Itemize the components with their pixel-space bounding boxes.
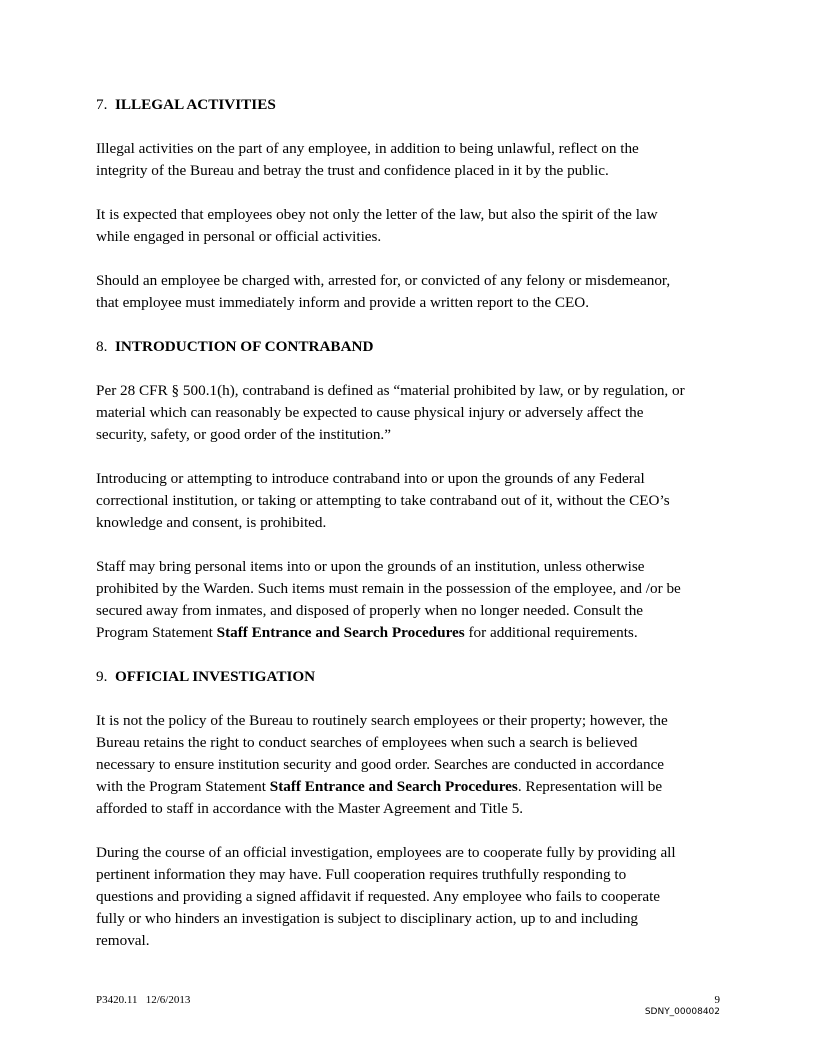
- section-title: INTRODUCTION OF CONTRABAND: [114, 338, 374, 355]
- section-title: ILLEGAL ACTIVITIES: [114, 96, 276, 113]
- text-line: It is expected that employees obey not only the letter of the law, but also the spirit of the law: [96, 206, 658, 223]
- program-statement-title: Staff Entrance and Search Procedures: [269, 778, 518, 795]
- text-line: Per 28 CFR § 500.1(h), contraband is defined as “material prohibited by law, or by regulation, or: [96, 382, 685, 399]
- text-line: Staff may bring personal items into or upon the grounds of an institution, unless otherwise: [96, 558, 645, 575]
- text-line: for additional requirements.: [464, 624, 638, 641]
- text-line: Program Statement: [96, 624, 217, 641]
- text-line: secured away from inmates, and disposed of properly when no longer needed. Consult the: [96, 602, 644, 619]
- document-page: [96, 94, 726, 952]
- text-line: material which can reasonably be expected to cause physical injury or adversely affect the: [96, 404, 644, 421]
- text-line: knowledge and consent, is prohibited.: [96, 514, 327, 531]
- text-line: prohibited by the Warden. Such items must remain in the possession of the employee, and /or be: [96, 580, 681, 597]
- text-line: afforded to staff in accordance with the Master Agreement and Title 5.: [96, 800, 524, 817]
- paragraph: [96, 556, 726, 644]
- text-line: It is not the policy of the Bureau to routinely search employees or their property; however, the: [96, 712, 668, 729]
- text-line: Bureau retains the right to conduct searches of employees when such a search is believed: [96, 734, 638, 751]
- text-line: removal.: [96, 932, 150, 949]
- text-line: necessary to ensure institution security and good order. Searches are conducted in accordance: [96, 756, 665, 773]
- text-line: fully or who hinders an investigation is subject to disciplinary action, up to and including: [96, 910, 639, 927]
- text-line: that employee must immediately inform and provide a written report to the CEO.: [96, 294, 590, 311]
- paragraph: [96, 380, 726, 446]
- section-number: 9.: [96, 668, 108, 685]
- section-heading-illegal-activities: [96, 94, 726, 116]
- section-number: 8.: [96, 338, 108, 355]
- paragraph: [96, 710, 726, 820]
- text-line: correctional institution, or taking or attempting to take contraband out of it, without the CEO’s: [96, 492, 670, 509]
- footer-date: 12/6/2013: [145, 994, 191, 1006]
- paragraph: [96, 842, 726, 952]
- text-line: integrity of the Bureau and betray the trust and confidence placed in it by the public.: [96, 162, 609, 179]
- text-line: During the course of an official investigation, employees are to cooperate fully by providing all: [96, 844, 676, 861]
- footer-doc-id: P3420.11: [96, 994, 138, 1006]
- section-number: 7.: [96, 96, 108, 113]
- paragraph: [96, 204, 726, 248]
- section-heading-introduction-of-contraband: [96, 336, 726, 358]
- section-title: OFFICIAL INVESTIGATION: [114, 668, 316, 685]
- text-line: Illegal activities on the part of any employee, in addition to being unlawful, reflect on the: [96, 140, 639, 157]
- text-line: while engaged in personal or official activities.: [96, 228, 382, 245]
- text-line: pertinent information they may have. Full cooperation requires truthfully responding to: [96, 866, 627, 883]
- text-line: Introducing or attempting to introduce contraband into or upon the grounds of any Federal: [96, 470, 645, 487]
- footer-doc-info: [96, 994, 190, 1007]
- text-line: with the Program Statement: [96, 778, 270, 795]
- text-line: security, safety, or good order of the institution.”: [96, 426, 391, 443]
- text-line: questions and providing a signed affidavit if requested. Any employee who fails to cooperate: [96, 888, 661, 905]
- paragraph: [96, 270, 726, 314]
- footer-bates-number: SDNY_00008402: [644, 1007, 720, 1017]
- paragraph: [96, 468, 726, 534]
- footer-page-number: 9: [714, 994, 720, 1006]
- section-heading-official-investigation: [96, 666, 726, 688]
- paragraph: [96, 138, 726, 182]
- text-line: . Representation will be: [517, 778, 663, 795]
- program-statement-title: Staff Entrance and Search Procedures: [216, 624, 465, 641]
- text-line: Should an employee be charged with, arrested for, or convicted of any felony or misdemeanor,: [96, 272, 671, 289]
